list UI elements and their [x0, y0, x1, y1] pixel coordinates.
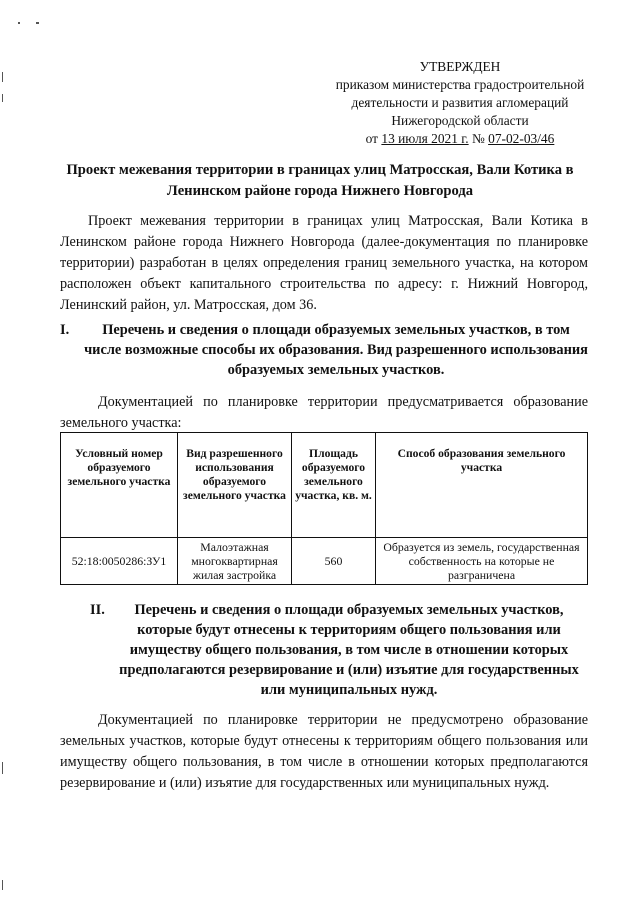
approval-line: приказом министерства градостроительной: [335, 77, 585, 92]
scan-mark: [2, 762, 3, 774]
section-1-text: Документацией по планировке территории предусматривается образование земельного участка:: [60, 394, 588, 431]
scan-mark: [2, 94, 3, 102]
number-prefix: №: [471, 131, 485, 146]
table-cell: 52:18:0050286:ЗУ1: [61, 538, 178, 585]
table-header-cell: Площадь образуемого земельного участка, кв. м.: [292, 433, 376, 538]
land-plots-table: [60, 432, 588, 585]
table-cell: Малоэтажная многоквартирная жилая застройка: [178, 538, 292, 585]
approval-stamp: [312, 58, 608, 148]
section-1-heading: [60, 320, 588, 380]
scan-mark: [2, 880, 3, 890]
scan-mark: [36, 22, 39, 24]
table-cell: Образуется из земель, государственная собственность на которые не разграничена: [376, 538, 588, 585]
approval-heading: УТВЕРЖДЕН: [419, 59, 501, 74]
scan-mark: [18, 22, 20, 24]
table-header-cell: Условный номер образуемого земельного участка: [61, 433, 178, 538]
approval-date: 13 июля 2021 г.: [381, 131, 469, 146]
section-2-title: Перечень и сведения о площади образуемых земельных участков, которые будут отнесены к территориям общего пользования или имуществу общего пользования, в том числе в отношении которых предполагаются резервирование и (или) изъятие для государственных или муниципальных нужд.: [119, 602, 579, 698]
scan-mark: [2, 72, 3, 82]
document-title: Проект межевания территории в границах улиц Матросская, Вали Котика в Ленинском районе города Нижнего Новгорода: [66, 162, 574, 199]
section-1-title: Перечень и сведения о площади образуемых земельных участков, в том числе возможные способы их образования. Вид разрешенного использования образуемых земельных участков.: [84, 322, 588, 378]
table-row: [61, 538, 588, 585]
table-header-cell: Вид разрешенного использования образуемого земельного участка: [178, 433, 292, 538]
approval-line: Нижегородской области: [391, 113, 529, 128]
table-header-row: [61, 433, 588, 538]
approval-number: 07-02-03/46: [488, 131, 555, 146]
date-prefix: от: [365, 131, 379, 146]
section-2-number: II.: [90, 602, 105, 618]
table-cell: 560: [292, 538, 376, 585]
approval-line: деятельности и развития агломераций: [351, 95, 569, 110]
section-2-heading: [60, 600, 588, 700]
section-1-number: I.: [60, 322, 70, 338]
intro-paragraph: Проект межевания территории в границах улиц Матросская, Вали Котика в Ленинском районе города Нижнего Новгорода (далее-документация по планировке территории) разработан в целях определения границ земельного участка, на котором расположен объект капитального строительства по адресу: г. Нижний Новгород, Ленинский район, ул. Матросская, дом 36.: [60, 213, 588, 313]
section-2-text: Документацией по планировке территории не предусмотрено образование земельных участков, которые будут отнесены к территориям общего пользования или имуществу общего пользования, в том числе в отношении которых предполагаются резервирование и (или) изъятие для государственных или муниципальных нужд.: [60, 712, 588, 791]
approval-date-line: [312, 130, 608, 148]
table-header-cell: Способ образования земельного участка: [376, 433, 588, 538]
